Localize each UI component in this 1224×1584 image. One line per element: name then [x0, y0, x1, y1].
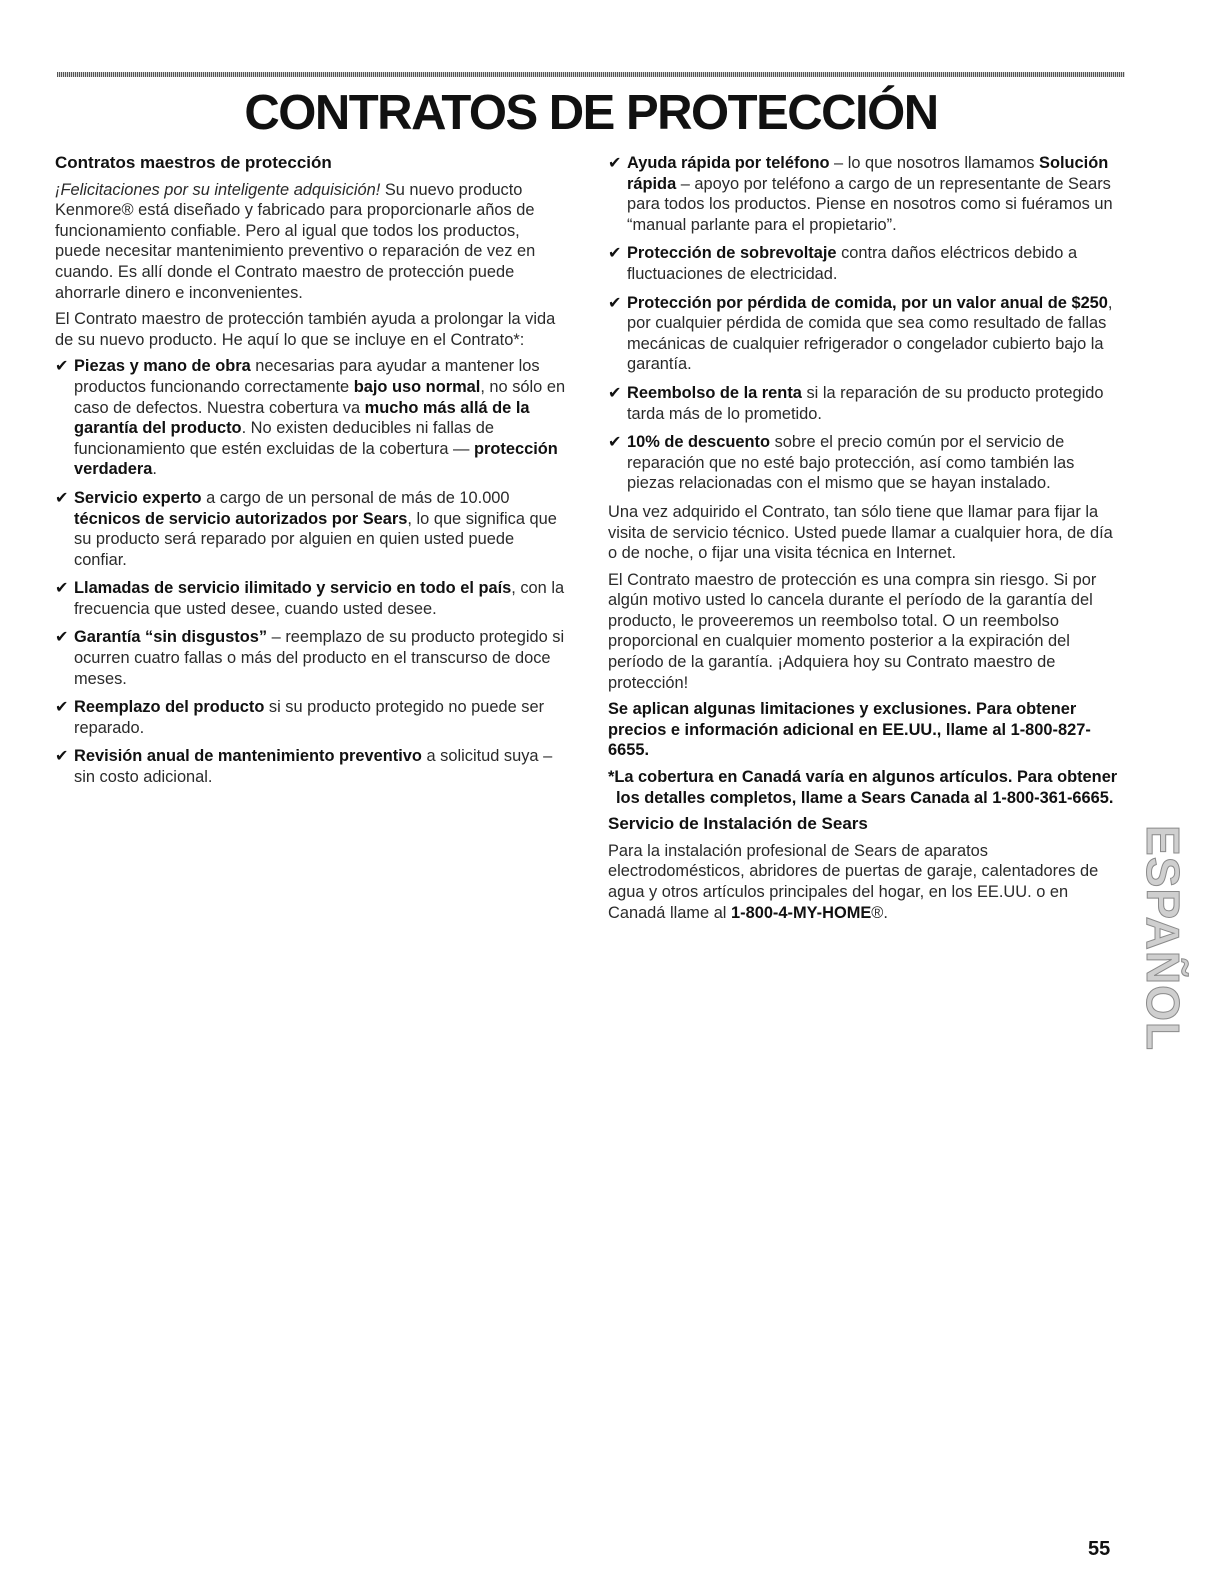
installation-text-end: ®.	[871, 903, 888, 922]
bullet-text: contra daños eléctricos debido a fluctuaciones de electricidad.	[627, 244, 1078, 283]
check-icon: ✔	[608, 294, 622, 312]
installation-paragraph	[608, 841, 1124, 923]
bullet-emphasis: bajo uso normal	[353, 377, 481, 396]
list-item	[55, 697, 567, 738]
bullet-title: Revisión anual de mantenimiento preventivo	[74, 747, 422, 766]
language-side-tab	[1138, 818, 1188, 1058]
check-icon: ✔	[608, 434, 622, 452]
bullet-title: Garantía “sin disgustos”	[74, 628, 268, 647]
list-item	[608, 383, 1124, 424]
risk-free-paragraph: El Contrato maestro de protección es una compra sin riesgo. Si por algún motivo usted lo cancela durante el período de la garantía del producto, le proveeremos un reembolso total. O un reembolso proporcional en cualquier momento posterior a la expiración del período de la garantía. ¡Adquiera hoy su Contrato maestro de protección!	[608, 570, 1097, 692]
check-icon: ✔	[55, 580, 69, 598]
bullet-title: Servicio experto	[74, 488, 202, 507]
right-column	[608, 153, 1124, 929]
list-item	[55, 488, 567, 570]
list-item	[55, 746, 567, 787]
section-heading: Contratos maestros de protección	[55, 153, 332, 172]
bullet-text: – lo que nosotros llamamos	[829, 154, 1040, 172]
top-rule	[57, 72, 1125, 77]
bullet-text: necesarias para ayudar a mantener los productos funcionando correctamente	[74, 357, 540, 396]
list-item	[608, 153, 1124, 235]
bullet-text: .	[152, 460, 157, 479]
bullet-title: 10% de descuento	[627, 433, 771, 452]
list-item	[608, 243, 1124, 284]
bullet-text: si la reparación de su producto protegido tarda más de lo prometido.	[627, 383, 1104, 423]
page-number: 55	[1088, 1538, 1111, 1560]
page-title: CONTRATOS DE PROTECCIÓN	[244, 86, 938, 140]
service-paragraph: Una vez adquirido el Contrato, tan sólo tiene que llamar para fijar la visita de servicio técnico. Usted puede llamar a cualquier hora, de día o de noche, o fijar una visita técnica en Internet.	[608, 502, 1113, 563]
limitations-notice: Se aplican algunas limitaciones y exclusiones. Para obtener precios e información adicional en EE.UU., llame al 1-800-827-6655.	[608, 700, 1091, 760]
bullet-title: Protección de sobrevoltaje	[627, 244, 837, 263]
check-icon: ✔	[55, 629, 69, 647]
bullet-title: Piezas y mano de obra	[74, 357, 251, 376]
bullet-emphasis: técnicos de servicio autorizados por Sears	[74, 509, 408, 528]
check-icon: ✔	[608, 384, 622, 402]
bullet-text: a solicitud suya – sin costo adicional.	[74, 747, 553, 787]
left-column	[55, 153, 567, 796]
bullet-title: Ayuda rápida por teléfono	[627, 154, 830, 172]
bullet-text: , lo que significa que su producto será reparado por alguien en quien usted puede confiar.	[74, 509, 557, 569]
language-label: ESPAÑOL	[1137, 825, 1190, 1051]
check-icon: ✔	[608, 155, 622, 172]
installation-text: Para la instalación profesional de Sears de aparatos electrodomésticos, abridores de puertas de garaje, calentadores de agua y otros artículos principales del hogar, en los EE.UU. o en Canadá llame al	[608, 841, 1099, 922]
bullet-text: sobre el precio común por el servicio de reparación que no esté bajo protección, así como también las piezas relacionadas con el mismo que se hayan instalado.	[627, 433, 1075, 493]
bullet-text: – apoyo por teléfono a cargo de un representante de Sears para todos los productos. Piense en nosotros como si fuéramos un “manual parlante para el propietario”.	[627, 174, 1113, 234]
bullet-text: , no sólo en caso de defectos. Nuestra cobertura va	[74, 377, 566, 417]
check-icon: ✔	[608, 245, 622, 263]
check-icon: ✔	[55, 489, 69, 507]
bullet-title: Protección por pérdida de comida, por un valor anual de $250	[627, 293, 1108, 312]
bullet-text: . No existen deducibles ni fallas de funcionamiento que estén excluidas de la cobertura —	[74, 419, 494, 458]
intro-paragraph	[55, 180, 567, 304]
bullet-emphasis: mucho más allá de la garantía del producto	[74, 398, 530, 438]
check-icon: ✔	[55, 699, 69, 717]
intro-italic: ¡Felicitaciones por su inteligente adquisición!	[55, 180, 381, 199]
installation-phone: 1-800-4-MY-HOME	[731, 903, 872, 922]
bullet-title: Reemplazo del producto	[74, 698, 265, 717]
bullet-text: a cargo de un personal de más de 10.000	[201, 488, 510, 507]
bullet-emphasis: Solución rápida	[627, 154, 1109, 193]
list-item	[55, 578, 567, 619]
bullet-text: , con la frecuencia que usted desee, cuando usted desee.	[74, 579, 565, 618]
check-icon: ✔	[55, 748, 69, 766]
installation-heading: Servicio de Instalación de Sears	[608, 814, 868, 834]
bullet-text: – reemplazo de su producto protegido si ocurren cuatro fallas o más del producto en el transcurso de doce meses.	[74, 628, 565, 688]
bullet-text: si su producto protegido no puede ser reparado.	[74, 698, 545, 737]
bullet-emphasis: protección verdadera	[74, 439, 558, 479]
bullet-title: Reembolso de la renta	[627, 383, 802, 402]
list-item	[55, 356, 567, 480]
intro-text: Su nuevo producto Kenmore® está diseñado y fabricado para proporcionarle años de funcionamiento confiable. Pero al igual que todos los productos, puede necesitar mantenimiento preventivo o reparación de vez en cuando. Es allí donde el Contrato maestro de protección puede ahorrarle dinero e inconvenientes.	[55, 180, 536, 302]
list-item	[55, 627, 567, 689]
canada-notice: *La cobertura en Canadá varía en algunos artículos. Para obtener los detalles completos, llame a Sears Canada al 1-800-361-6665.	[608, 768, 1118, 807]
bullet-title: Llamadas de servicio ilimitado y servicio en todo el país	[74, 579, 512, 598]
list-item	[608, 432, 1124, 494]
bullet-text: , por cualquier pérdida de comida que sea como resultado de fallas mecánicas de cualquier refrigerador o congelador cubierto bajo la garantía.	[627, 293, 1113, 374]
list-item	[608, 293, 1124, 375]
contract-paragraph: El Contrato maestro de protección también ayuda a prolongar la vida de su nuevo producto. He aquí lo que se incluye en el Contrato*:	[55, 310, 556, 349]
check-icon: ✔	[55, 358, 69, 376]
